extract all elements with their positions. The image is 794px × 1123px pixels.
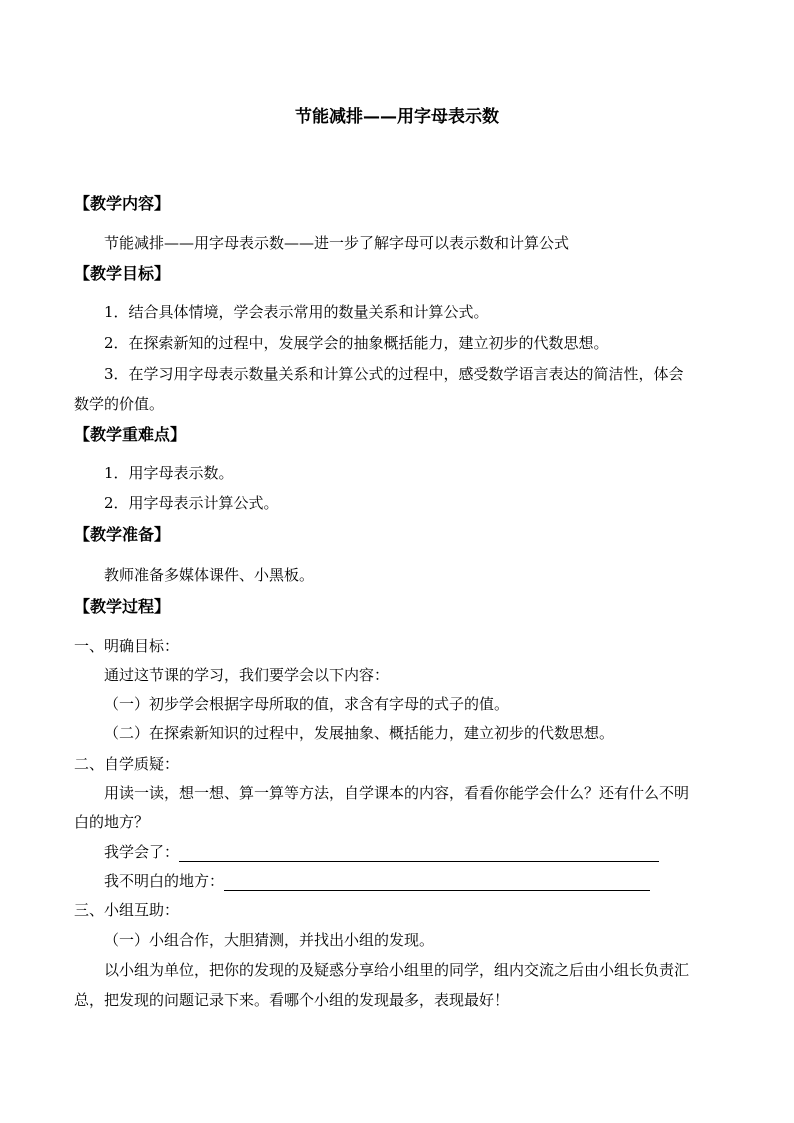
section-heading-key-points: 【教学重难点】 <box>74 425 187 444</box>
learned-row <box>104 842 659 862</box>
process-part2-text-line1: 用读一读，想一想、算一算等方法，自学课本的内容，看看你能学会什么？还有什么不明 <box>104 784 690 802</box>
process-part3-text-line1: 以小组为单位，把你的发现的及疑惑分享给小组里的同学，组内交流之后由小组长负责汇 <box>104 961 690 979</box>
page-title: 节能减排——用字母表示数 <box>295 107 499 127</box>
process-part3-title: 三、小组互助： <box>74 901 180 919</box>
unclear-label: 我不明白的地方： <box>104 872 225 890</box>
unclear-blank-line[interactable] <box>224 874 650 891</box>
goal-item-3: 3．在学习用字母表示数量关系和计算公式的过程中，感受数学语言表达的简洁性，体会 <box>104 365 684 383</box>
section-heading-goals: 【教学目标】 <box>74 264 171 283</box>
process-part1-title: 一、明确目标： <box>74 637 180 655</box>
section-heading-process: 【教学过程】 <box>74 597 171 616</box>
process-part1-item-2: （二）在探索新知识的过程中，发展抽象、概括能力，建立初步的代数思想。 <box>104 724 615 742</box>
goal-item-3-continued: 数学的价值。 <box>74 395 165 413</box>
section-heading-content: 【教学内容】 <box>74 194 171 213</box>
goal-item-2: 2．在探索新知的过程中，发展学会的抽象概括能力，建立初步的代数思想。 <box>104 334 609 352</box>
unclear-row <box>104 871 650 891</box>
process-part2-text-line2: 白的地方？ <box>74 813 150 831</box>
key-point-1: 1．用字母表示数。 <box>104 464 234 482</box>
content-text: 节能减排——用字母表示数——进一步了解字母可以表示数和计算公式 <box>104 234 570 252</box>
goal-item-1: 1．结合具体情境，学会表示常用的数量关系和计算公式。 <box>104 303 489 321</box>
process-part1-item-1: （一）初步学会根据字母所取的值，求含有字母的式子的值。 <box>104 695 510 713</box>
key-point-2: 2．用字母表示计算公式。 <box>104 494 279 512</box>
section-heading-preparation: 【教学准备】 <box>74 525 171 544</box>
learned-label: 我学会了： <box>104 843 180 861</box>
process-part1-intro: 通过这节课的学习，我们要学会以下内容： <box>104 666 390 684</box>
preparation-text: 教师准备多媒体课件、小黑板。 <box>104 566 315 584</box>
process-part2-title: 二、自学质疑： <box>74 755 180 773</box>
process-part3-item: （一）小组合作，大胆猜测，并找出小组的发现。 <box>104 931 435 949</box>
learned-blank-line[interactable] <box>179 845 659 862</box>
process-part3-text-line2: 总，把发现的问题记录下来。看哪个小组的发现最多，表现最好！ <box>74 991 510 1009</box>
